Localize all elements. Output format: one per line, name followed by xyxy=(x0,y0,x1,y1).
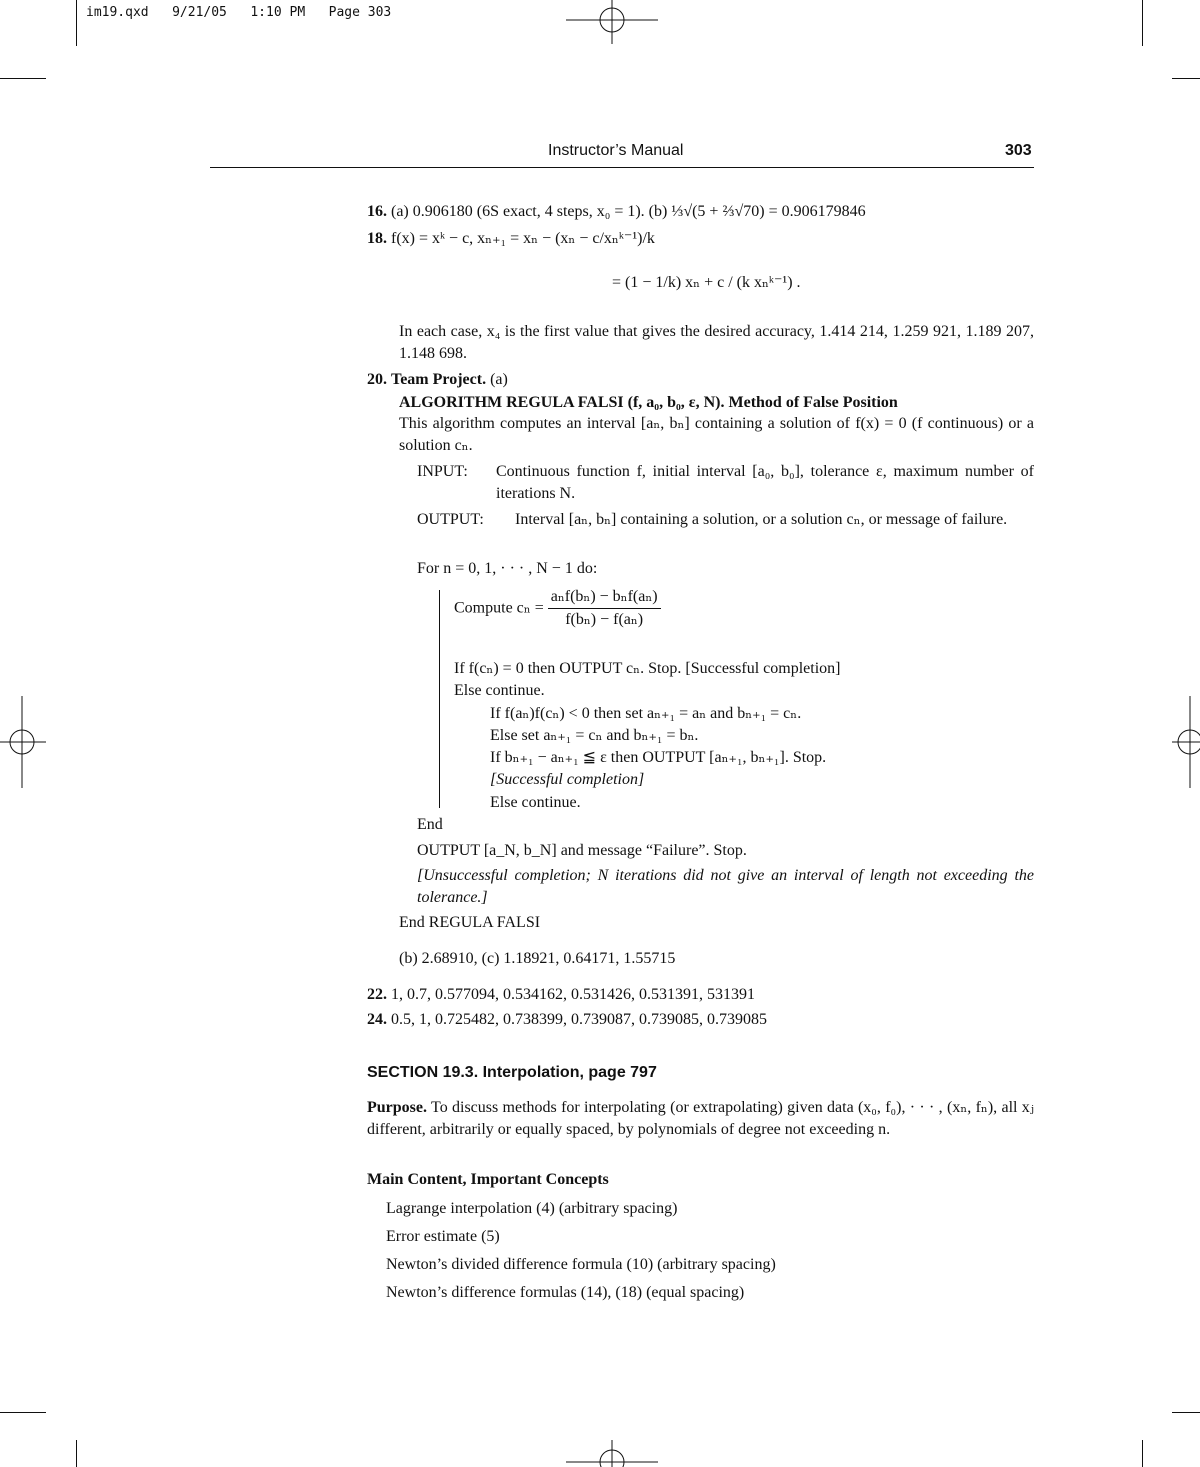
problem-number: 24. xyxy=(367,1011,387,1028)
step-success xyxy=(490,769,644,791)
problem-number: 16. xyxy=(367,203,387,220)
crop-mark xyxy=(0,78,46,79)
registration-mark-top xyxy=(566,0,658,46)
problem-22 xyxy=(367,984,755,1006)
formula-line-2 xyxy=(612,272,801,294)
registration-mark-left xyxy=(0,696,46,788)
purpose-label: Purpose. xyxy=(367,1099,427,1116)
for-loop-line: For n = 0, 1, · · · , N − 1 do: xyxy=(417,560,598,577)
problem-24 xyxy=(367,1009,767,1031)
unsuccessful-text: [Unsuccessful completion; N iterations did not give an interval of length not exceeding the tolerance.] xyxy=(417,867,1034,906)
problem-number: 20. xyxy=(367,371,387,388)
fraction-denominator: f(bₙ) − f(aₙ) xyxy=(565,611,644,628)
loop-bracket xyxy=(439,590,440,808)
concept-item: Newton’s divided difference formula (10) (arbitrary spacing) xyxy=(386,1256,776,1273)
output-failure: OUTPUT [a_N, b_N] and message “Failure”. Stop. xyxy=(417,842,747,859)
crop-mark xyxy=(1172,1412,1200,1413)
concept-item: Lagrange interpolation (4) (arbitrary spacing) xyxy=(386,1200,678,1217)
formula-text: (1 − 1/k) xₙ + c / (k xₙᵏ⁻¹) . xyxy=(625,274,801,291)
output-text: Interval [aₙ, bₙ] containing a solution, or a solution cₙ, or message of failure. xyxy=(515,511,1008,528)
input-text: Continuous function f, initial interval [a₀, b₀], tolerance ε, maximum number of iterations N. xyxy=(496,463,1034,502)
running-header-title: Instructor’s Manual xyxy=(548,142,684,159)
crop-mark xyxy=(76,0,77,46)
crop-mark xyxy=(76,1440,77,1467)
compute-step xyxy=(454,586,661,631)
problem-20-heading xyxy=(367,369,1034,391)
problem-18-note: In each case, x₄ is the first value that gives the desired accuracy, 1.414 214, 1.259 921, 1.189 207, 1.148 698. xyxy=(399,323,1034,362)
concept-item: Error estimate (5) xyxy=(386,1228,500,1245)
problem-number: 18. xyxy=(367,230,387,247)
crop-mark xyxy=(1172,78,1200,79)
registration-mark-right xyxy=(1172,696,1200,788)
step-if-1: If f(cₙ) = 0 then OUTPUT cₙ. Stop. [Successful completion] xyxy=(454,660,841,677)
fraction-numerator: aₙf(bₙ) − bₙf(aₙ) xyxy=(548,586,661,609)
step-if-2: If f(aₙ)f(cₙ) < 0 then set aₙ₊₁ = aₙ and bₙ₊₁ = cₙ. xyxy=(490,705,802,722)
problem-16 xyxy=(367,201,1034,223)
algorithm-description: This algorithm computes an interval [aₙ, bₙ] containing a solution of f(x) = 0 (f continuous) or a solution cₙ. xyxy=(399,415,1034,454)
purpose-paragraph xyxy=(367,1097,1034,1141)
crop-mark xyxy=(1142,1440,1143,1467)
team-project-label: Team Project. xyxy=(391,371,487,388)
unsuccessful-note xyxy=(417,865,1034,909)
purpose-text: To discuss methods for interpolating (or extrapolating) given data (x₀, f₀), · · · , (xₙ, fₙ), all xⱼ different, arbitrarily or equally spaced, by polynomials of degree not exceeding n. xyxy=(367,1099,1034,1138)
step-if-3: If bₙ₊₁ − aₙ₊₁ ≦ ε then OUTPUT [aₙ₊₁, bₙ₊₁]. Stop. xyxy=(490,749,827,766)
equals-sign: = xyxy=(612,274,622,291)
concept-item: Newton’s difference formulas (14), (18) (equal spacing) xyxy=(386,1284,745,1301)
algorithm-title: ALGORITHM REGULA FALSI (f, a₀, b₀, ε, N). Method of False Position xyxy=(399,394,898,411)
section-heading: SECTION 19.3. Interpolation, page 797 xyxy=(367,1064,657,1081)
formula-line-1: f(x) = xᵏ − c, xₙ₊₁ = xₙ − (xₙ − c/xₙᵏ⁻¹)/k xyxy=(391,230,655,247)
output-label: OUTPUT: xyxy=(417,511,484,528)
step-else-1: Else continue. xyxy=(454,682,545,699)
end-algorithm: End REGULA FALSI xyxy=(399,914,541,931)
header-rule xyxy=(210,167,1034,168)
answers-b-c: (b) 2.68910, (c) 1.18921, 0.64171, 1.55715 xyxy=(399,950,676,967)
compute-fraction xyxy=(548,586,661,631)
step-else-3: Else continue. xyxy=(490,794,581,811)
crop-mark xyxy=(0,1412,46,1413)
success-note: [Successful completion] xyxy=(490,771,645,788)
compute-label: Compute cₙ = xyxy=(454,599,544,617)
main-content-heading: Main Content, Important Concepts xyxy=(367,1171,609,1188)
page-number: 303 xyxy=(1005,142,1032,159)
answer-text: (a) 0.906180 (6S exact, 4 steps, x₀ = 1). (b) ⅓√(5 + ⅔√70) = 0.906179846 xyxy=(391,203,866,220)
input-label: INPUT: xyxy=(417,463,468,480)
end-loop: End xyxy=(417,816,443,833)
registration-mark-bottom xyxy=(566,1440,658,1467)
answer-text: 0.5, 1, 0.725482, 0.738399, 0.739087, 0.739085, 0.739085 xyxy=(391,1011,767,1028)
problem-18 xyxy=(367,228,1034,250)
answer-text: 1, 0.7, 0.577094, 0.534162, 0.531426, 0.531391, 531391 xyxy=(391,986,755,1003)
crop-mark xyxy=(1142,0,1143,46)
print-slug: im19.qxd 9/21/05 1:10 PM Page 303 xyxy=(86,5,392,20)
part-label: (a) xyxy=(490,371,508,388)
problem-number: 22. xyxy=(367,986,387,1003)
step-else-2: Else set aₙ₊₁ = cₙ and bₙ₊₁ = bₙ. xyxy=(490,727,699,744)
